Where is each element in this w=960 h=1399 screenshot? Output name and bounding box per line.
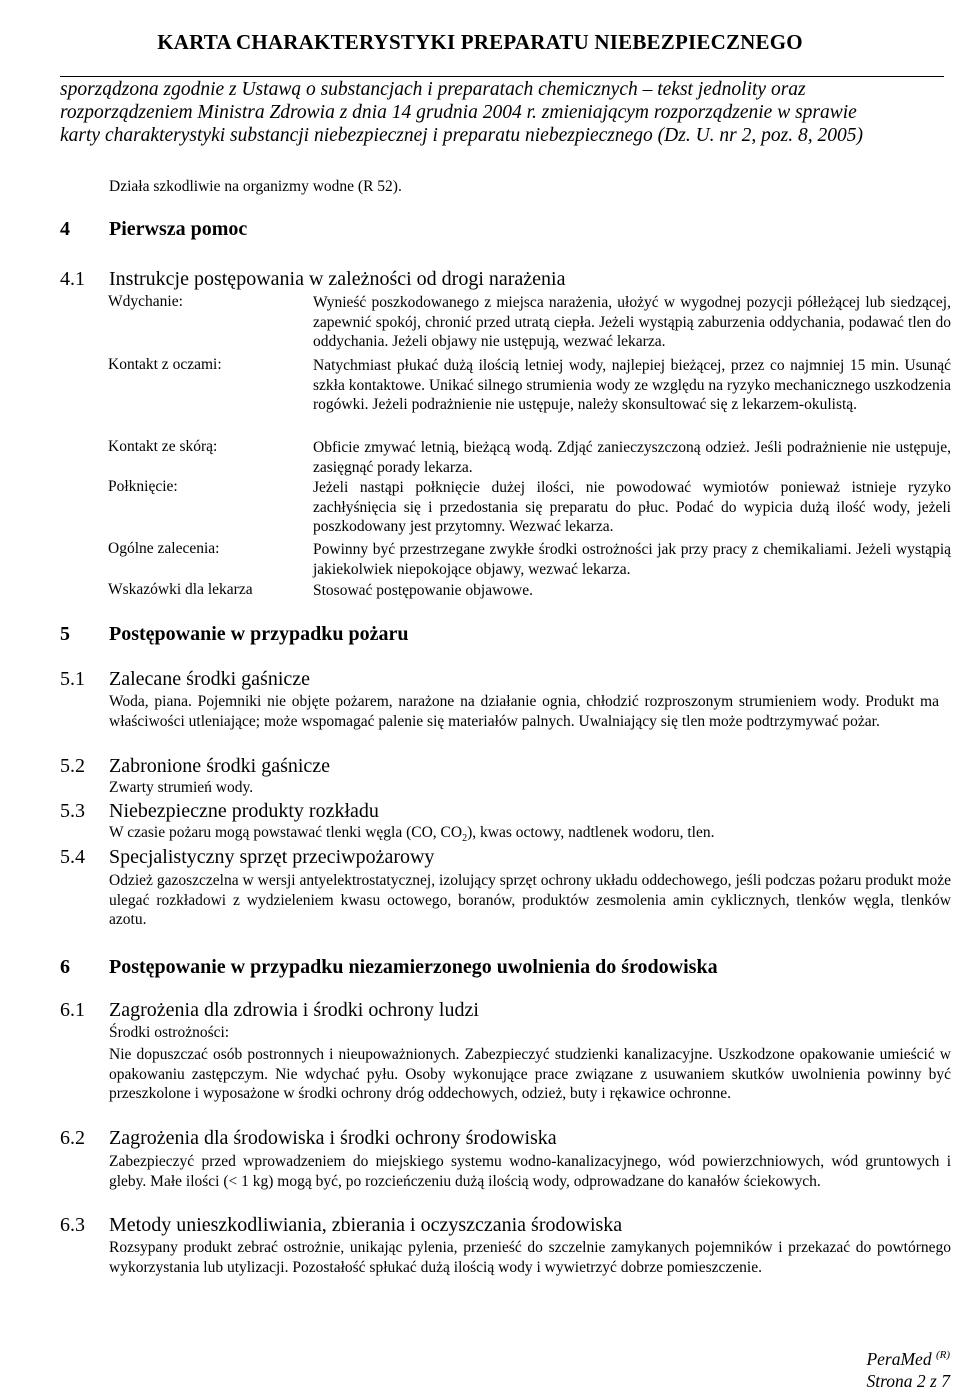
first-aid-text-doctor: Stosować postępowanie objawowe. <box>313 582 533 599</box>
first-aid-label-inhalation: Wdychanie: <box>108 293 183 310</box>
document-title: KARTA CHARAKTERYSTYKI PREPARATU NIEBEZPIECZNEGO <box>157 30 803 54</box>
legal-basis <box>60 78 950 147</box>
first-aid-text-skin: Obficie zmywać letnią, bieżącą wodą. Zdjąć zanieczyszczoną odzież. Jeśli podrażnienie nie ustępuje, zasięgnąć porady lekarza. <box>313 439 951 476</box>
subsection-number: 6.2 <box>60 1127 85 1149</box>
subsection-title: Metody unieszkodliwiania, zbierania i oczyszczania środowiska <box>109 1214 623 1236</box>
subsection-5-1-heading <box>60 668 310 691</box>
subsection-number: 6.1 <box>60 999 85 1021</box>
first-aid-label-general: Ogólne zalecenia: <box>108 540 220 557</box>
legal-line: rozporządzeniem Ministra Zdrowia z dnia 14 grudnia 2004 r. zmieniającym rozporządzenie w sprawie <box>60 102 857 123</box>
header-divider <box>60 76 944 77</box>
section-number: 5 <box>60 623 70 645</box>
section-number: 6 <box>60 956 70 978</box>
subsection-number: 6.3 <box>60 1214 85 1236</box>
subsection-title: Instrukcje postępowania w zależności od drogi narażenia <box>109 268 566 290</box>
subsection-title: Specjalistyczny sprzęt przeciwpożarowy <box>109 846 435 868</box>
subsection-5-1-text: Woda, piana. Pojemniki nie objęte pożarem, narażone na działanie ognia, chłodzić rozproszonym strumieniem wody. Produkt ma właściwości utleniające; może wspomagać palenie się materiałów palnych. Uwalniający się tlen może podtrzymywać pożar. <box>109 693 939 730</box>
subsection-number: 5.4 <box>60 846 85 868</box>
subsection-5-4-text: Odzież gazoszczelna w wersji antyelektrostatycznej, izolujący sprzęt ochrony układu oddechowego, jeśli podczas pożaru produkt może ulegać rozkładowi z wydzieleniem kwasu octowego, boranów, produktów zesmolenia amin cyklicznych, tlenków węgla, tlenków azotu. <box>109 872 951 928</box>
first-aid-text-swallowing: Jeżeli nastąpi połknięcie dużej ilości, nie powodować wymiotów ponieważ istnieje ryzyko zachłyśnięcia się i przedostania się preparatu do płuc. Podać do wypicia dużą ilość wody, jeżeli poszkodowany jest przytomny. Wezwać lekarza. <box>313 479 951 535</box>
subsection-number: 5.2 <box>60 755 85 777</box>
subsection-5-2-text: Zwarty strumień wody. <box>109 779 254 796</box>
subsection-title: Zagrożenia dla zdrowia i środki ochrony ludzi <box>109 999 479 1021</box>
section-title: Postępowanie w przypadku pożaru <box>109 623 409 645</box>
subsection-5-2-heading <box>60 755 330 778</box>
subsection-6-2-text: Zabezpieczyć przed wprowadzeniem do miejskiego systemu wodno-kanalizacyjnego, wód powierzchniowych, wód gruntowych i gleby. Małe ilości (< 1 kg) mogą być, po rozcieńczeniu dużą ilością wody, odprowadzane do kanałów ściekowych. <box>109 1153 951 1190</box>
subsection-title: Zalecane środki gaśnicze <box>109 668 311 690</box>
subsection-title: Niebezpieczne produkty rozkładu <box>109 800 379 822</box>
subsection-6-3-text: Rozsypany produkt zebrać ostrożnie, unikając pylenia, przenieść do szczelnie zamykanych pojemników i przekazać do powtórnego wykorzystania lub utylizacji. Pozostałość spłukać dużą ilością wody i wywietrzyć dobrze pomieszczenie. <box>109 1239 951 1276</box>
subsection-5-3-text <box>109 823 714 849</box>
legal-line: karty charakterystyki substancji niebezpiecznej i preparatu niebezpiecznego (Dz. U. nr 2, poz. 8, 2005) <box>60 125 863 146</box>
first-aid-text-general: Powinny być przestrzegane zwykłe środki ostrożności jak przy pracy z chemikaliami. Jeżeli wystąpią jakiekolwiek niepokojące objawy, wezwać lekarza. <box>313 541 951 578</box>
subsection-5-3-heading <box>60 800 379 823</box>
subsection-6-1-heading <box>60 999 479 1022</box>
section-4-heading <box>60 218 247 241</box>
subscript: 2 <box>462 833 468 845</box>
first-aid-label-doctor: Wskazówki dla lekarza <box>108 581 253 598</box>
subsection-6-1-text: Nie dopuszczać osób postronnych i nieupoważnionych. Zabezpieczyć studzienki kanalizacyjne. Uszkodzone opakowanie umieścić w opakowaniu zastępczym. Nie wdychać pyłu. Osoby wykonujące prace związane z usuwaniem skutków uwolnienia powinny być przeszkolone i wyposażone w środki ochrony dróg oddechowych, odzież, buty i rękawice ochronne. <box>109 1046 951 1102</box>
section-number: 4 <box>60 218 70 240</box>
first-aid-label-eyes: Kontakt z oczami: <box>108 356 222 373</box>
page-number: Strona 2 z 7 <box>866 1370 950 1391</box>
page-footer <box>866 1344 950 1392</box>
first-aid-label-swallowing: Połknięcie: <box>108 478 178 495</box>
subsection-4-1-heading <box>60 268 565 291</box>
subsection-6-2-heading <box>60 1127 557 1150</box>
subsection-title: Zabronione środki gaśnicze <box>109 755 331 777</box>
subsection-number: 4.1 <box>60 268 85 290</box>
subsection-5-4-heading <box>60 846 434 869</box>
section-title: Pierwsza pomoc <box>109 218 248 240</box>
subsection-6-1-caption: Środki ostrożności: <box>109 1024 230 1041</box>
brand-mark <box>866 1344 950 1370</box>
first-aid-text-inhalation: Wynieść poszkodowanego z miejsca narażenia, ułożyć w wygodnej pozycji półleżącej lub siedzącej, zapewnić spokój, chronić przed utratą ciepła. Jeżeli wystąpią zaburzenia oddychania, podawać tlen do oddychania. Jeżeli objawy nie ustępują, wezwać lekarza. <box>313 294 951 350</box>
intro-line: Działa szkodliwie na organizmy wodne (R 52). <box>109 178 402 195</box>
text-part: W czasie pożaru mogą powstawać tlenki węgla (CO, CO <box>109 824 463 841</box>
text-part: ), kwas octowy, nadtlenek wodoru, tlen. <box>467 824 715 841</box>
brand-name: PeraMed <box>866 1348 932 1369</box>
section-title: Postępowanie w przypadku niezamierzonego uwolnienia do środowiska <box>109 956 718 978</box>
first-aid-label-skin: Kontakt ze skórą: <box>108 438 218 455</box>
registered-mark: (R) <box>935 1349 950 1361</box>
legal-line: sporządzona zgodnie z Ustawą o substancjach i preparatach chemicznych – tekst jednolity oraz <box>60 79 806 100</box>
subsection-6-3-heading <box>60 1214 622 1237</box>
subsection-number: 5.3 <box>60 800 85 822</box>
subsection-number: 5.1 <box>60 668 85 690</box>
section-5-heading <box>60 623 408 646</box>
section-6-heading <box>60 956 718 979</box>
first-aid-text-eyes: Natychmiast płukać dużą ilością letniej wody, najlepiej bieżącej, przez co najmniej 15 min. Usunąć szkła kontaktowe. Unikać silnego strumienia wody ze względu na ryzyko mechanicznego uszkodzenia rogówki. Jeżeli podrażnienie nie ustępuje, należy skonsultować się z lekarzem-okulistą. <box>313 357 951 413</box>
subsection-title: Zagrożenia dla środowiska i środki ochrony środowiska <box>109 1127 557 1149</box>
